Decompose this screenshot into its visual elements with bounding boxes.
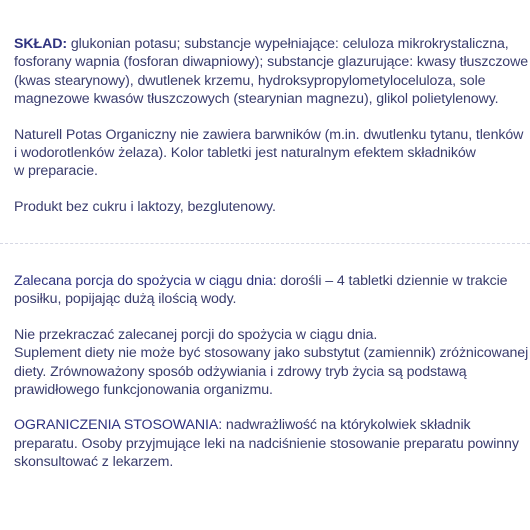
composition-line-2: fosforany wapnia (fosforan diwapniowy); substancje glazurujące: kwasy tłuszczowe (14, 54, 529, 71)
dosage-line-2: posiłku, popijając dużą ilością wody. (14, 291, 237, 308)
composition-paragraph (14, 35, 529, 109)
warnings-line-4: prawidłowego funkcjonowania organizmu. (14, 382, 273, 399)
colorant-line-1: Naturell Potas Organiczny nie zawiera barwników (m.in. dwutlenku tytanu, tlenków (14, 126, 524, 143)
restrictions-text-1: nadwrażliwość na którykolwiek składnik (222, 417, 471, 434)
usage-section (0, 272, 530, 472)
dosage-paragraph (14, 272, 516, 309)
dosage-label: Zalecana porcja do spożycia w ciągu dnia: (14, 273, 277, 289)
composition-label: SKŁAD: (14, 36, 67, 52)
dosage-text-1: dorośli – 4 tabletki dziennie w trakcie (276, 273, 508, 289)
free-from-paragraph (14, 198, 516, 216)
colorant-note-paragraph (14, 126, 524, 181)
composition-section (0, 35, 530, 216)
restrictions-line-3: skonsultować z lekarzem. (14, 454, 174, 471)
colorant-line-3: w preparacie. (14, 163, 98, 180)
warnings-line-1: Nie przekraczać zalecanej porcji do spożycia w ciągu dnia. (14, 326, 378, 343)
restrictions-line-2: preparatu. Osoby przyjmujące leki na nadciśnienie stosowanie preparatu powinny (14, 435, 519, 452)
colorant-line-2: i wodorotlenków żelaza). Kolor tabletki jest naturalnym efektem składników (14, 145, 476, 162)
restrictions-paragraph (14, 416, 519, 471)
composition-text-1: glukonian potasu; substancje wypełniające: celuloza mikrokrystaliczna, (67, 36, 509, 52)
warnings-paragraph (14, 326, 529, 400)
composition-line-1 (14, 35, 516, 53)
composition-line-3: (kwas stearynowy), dwutlenek krzemu, hydroksypropylometyloceluloza, sole (14, 72, 486, 89)
dosage-line-1 (14, 272, 516, 290)
restrictions-label: OGRANICZENIA STOSOWANIA: (14, 417, 223, 434)
free-from-text: Produkt bez cukru i laktozy, bezglutenowy. (14, 198, 276, 215)
restrictions-line-1 (14, 416, 516, 434)
warnings-line-2: Suplement diety nie może być stosowany jako substytut (zamiennik) zróżnicowanej (14, 345, 529, 362)
section-divider (0, 243, 530, 244)
warnings-line-3: diety. Zrównoważony sposób odżywiania i zdrowy tryb życia są podstawą (14, 363, 467, 380)
composition-line-4: magnezowe kwasów tłuszczowych (stearynian magnezu), glikol polietylenowy. (14, 91, 499, 108)
